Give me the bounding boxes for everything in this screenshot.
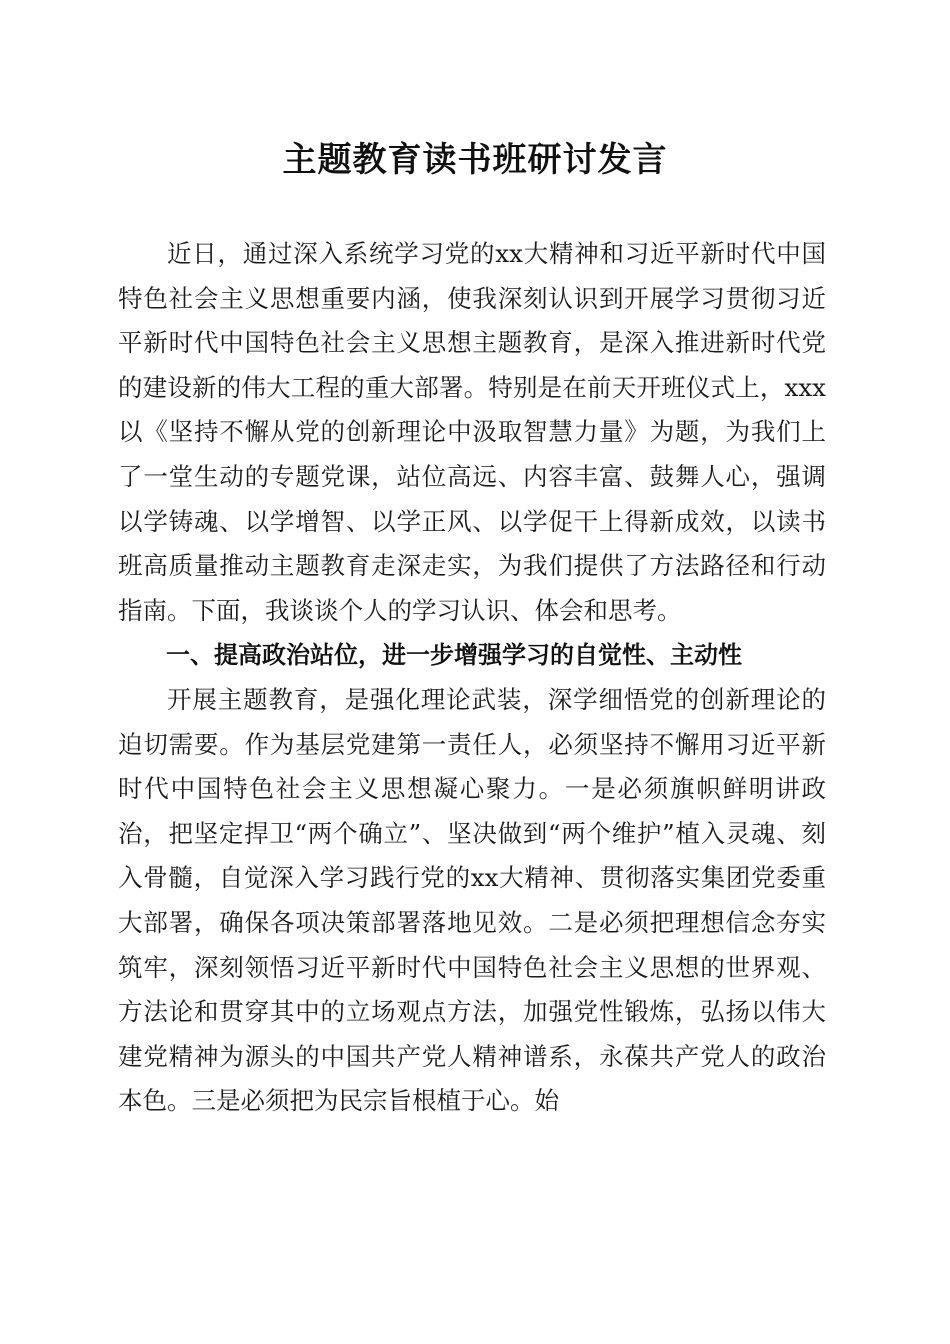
section-1-paragraph: 开展主题教育，是强化理论武装，深学细悟党的创新理论的迫切需要。作为基层党建第一责任人，必须坚持不懈用习近平新时代中国特色社会主义思想凝心聚力。一是必须旗帜鲜明讲政治，把坚定捍卫“两个确立”、坚决做到“两个维护”植入灵魂、刻入骨髓，自觉深入学习践行党的xx大精神、贯彻落实集团党委重大部署，确保各项决策部署落地见效。二是必须把理想信念夯实筑牢，深刻领悟习近平新时代中国特色社会主义思想的世界观、方法论和贯穿其中的立场观点方法，加强党性锻炼，弘扬以伟大建党精神为源头的中国共产党人精神谱系，永葆共产党人的政治本色。三是必须把为民宗旨根植于心。始 [118, 684, 826, 1116]
intro-paragraph: 近日，通过深入系统学习党的xx大精神和习近平新时代中国特色社会主义思想重要内涵，使我深刻认识到开展学习贯彻习近平新时代中国特色社会主义思想主题教育，是深入推进新时代党的建设新的伟大工程的重大部署。特别是在前天开班仪式上，xxx以《坚持不懈从党的创新理论中汲取智慧力量》为题，为我们上了一堂生动的专题党课，站位高远、内容丰富、鼓舞人心，强调以学铸魂、以学增智、以学正风、以学促干上得新成效，以读书班高质量推动主题教育走深走实，为我们提供了方法路径和行动指南。下面，我谈谈个人的学习认识、体会和思考。 [118, 239, 826, 625]
document-body [118, 232, 826, 1124]
section-heading-1: 一、提高政治站位，进一步增强学习的自觉性、主动性 [166, 641, 742, 670]
document-title: 主题教育读书班研讨发言 [282, 140, 668, 180]
